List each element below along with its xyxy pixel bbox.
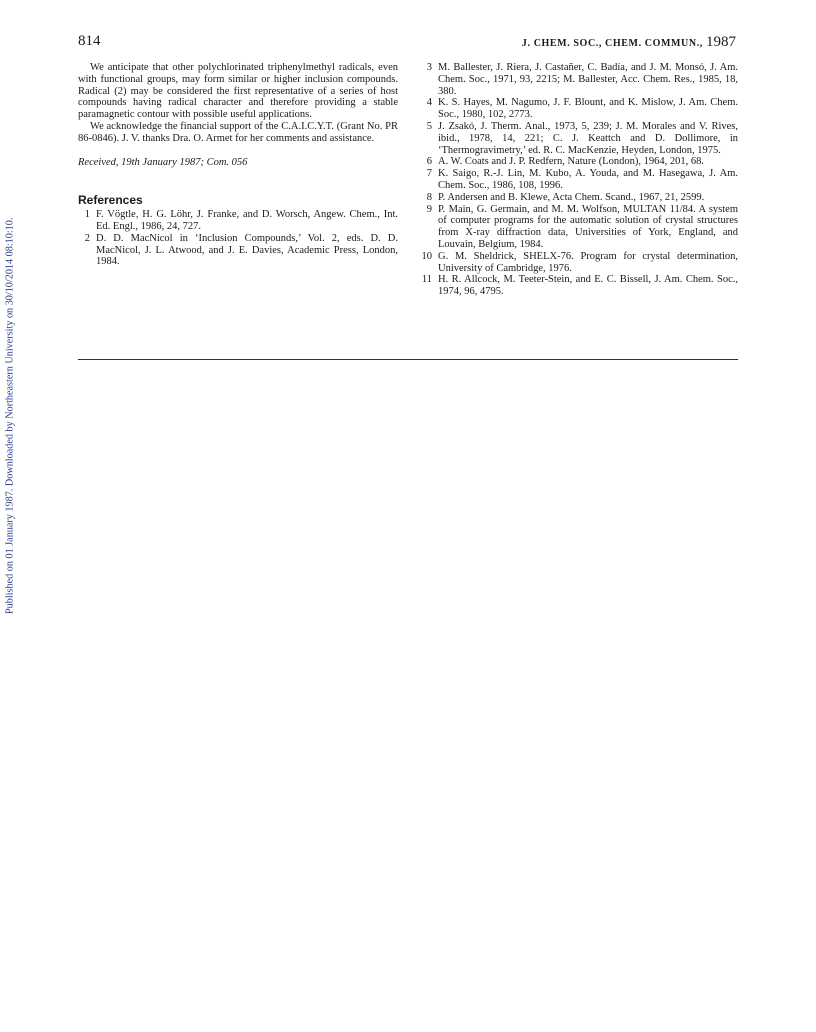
reference-item bbox=[420, 274, 738, 298]
reference-number: 6 bbox=[426, 156, 432, 168]
page-rule bbox=[78, 359, 738, 360]
reference-number: 11 bbox=[421, 274, 432, 286]
reference-number: 4 bbox=[426, 97, 432, 109]
right-column bbox=[420, 62, 738, 298]
reference-number: 5 bbox=[426, 120, 432, 132]
page-number: 814 bbox=[78, 33, 101, 49]
reference-item bbox=[420, 156, 738, 168]
reference-text: F. Vögtle, H. G. Löhr, J. Franke, and D. Worsch, Angew. Chem., Int. Ed. Engl., 1986, 24, 727. bbox=[96, 209, 398, 232]
references-heading: References bbox=[78, 193, 143, 208]
body-paragraph: We acknowledge the financial support of the C.A.I.C.Y.T. (Grant No. PR 86-0846). J. V. thanks Dra. O. Armet for her comments and assistance. bbox=[78, 120, 398, 144]
reference-text: K. S. Hayes, M. Nagumo, J. F. Blount, and K. Mislow, J. Am. Chem. Soc., 1980, 102, 2773. bbox=[438, 97, 738, 121]
journal-name: J. CHEM. SOC., CHEM. COMMUN., bbox=[521, 38, 703, 49]
reference-number: 8 bbox=[426, 191, 432, 203]
reference-text: M. Ballester, J. Riera, J. Castañer, C. Badía, and J. M. Monsó, J. Am. Chem. Soc., 1971, 93, 2215; M. Ballester, Acc. Chem. Res., 1985, 18, 380. bbox=[438, 62, 738, 97]
reference-text: J. Zsakó, J. Therm. Anal., 1973, 5, 239; J. M. Morales and V. Rives, ibid., 1978, 14, 221; C. J. Keattch and D. Dollimore, in ‘Thermogravimetry,’ ed. R. C. MacKenzie, Heyden, London, 1975. bbox=[438, 120, 738, 156]
reference-number: 9 bbox=[426, 203, 432, 215]
journal-header bbox=[522, 34, 736, 51]
download-watermark: Published on 01 January 1987. Downloaded by Northeastern University on 30/10/2014 08:10:10. bbox=[4, 217, 16, 614]
reference-number: 7 bbox=[426, 168, 432, 180]
reference-text: G. M. Sheldrick, SHELX-76. Program for crystal determination, University of Cambridge, 1976. bbox=[438, 250, 738, 274]
reference-item bbox=[420, 62, 738, 97]
left-column bbox=[78, 62, 398, 268]
reference-item bbox=[420, 97, 738, 121]
reference-item bbox=[420, 121, 738, 156]
reference-text: A. W. Coats and J. P. Redfern, Nature (London), 1964, 201, 68. bbox=[438, 156, 704, 168]
reference-item bbox=[420, 192, 738, 204]
reference-number: 1 bbox=[84, 209, 90, 221]
reference-number: 10 bbox=[421, 250, 432, 262]
received-line: Received, 19th January 1987; Com. 056 bbox=[78, 156, 248, 168]
reference-text: D. D. MacNicol in ‘Inclusion Compounds,’ Vol. 2, eds. D. D. MacNicol, J. L. Atwood, and J. E. Davies, Academic Press, London, 1984. bbox=[96, 232, 398, 268]
reference-item bbox=[420, 168, 738, 192]
journal-year: 1987 bbox=[706, 34, 736, 50]
reference-number: 3 bbox=[426, 62, 432, 73]
reference-text: P. Andersen and B. Klewe, Acta Chem. Scand., 1967, 21, 2599. bbox=[438, 191, 705, 203]
reference-number: 2 bbox=[84, 232, 90, 244]
reference-text: H. R. Allcock, M. Teeter-Stein, and E. C. Bissell, J. Am. Chem. Soc., 1974, 96, 4795. bbox=[438, 274, 738, 298]
reference-item bbox=[420, 204, 738, 251]
reference-item bbox=[78, 233, 398, 268]
reference-text: K. Saigo, R.-J. Lin, M. Kubo, A. Youda, and M. Hasegawa, J. Am. Chem. Soc., 1986, 108, 1996. bbox=[438, 168, 738, 191]
reference-item bbox=[78, 209, 398, 233]
reference-item bbox=[420, 251, 738, 275]
body-paragraph: We anticipate that other polychlorinated triphenylmethyl radicals, even with functional groups, may form similar or higher inclusion compounds. Radical (2) may be considered the first representative of a series of host compounds having radical character and therefore providing a stable paramagnetic contour with possible useful applications. bbox=[78, 62, 398, 121]
reference-text: P. Main, G. Germain, and M. M. Wolfson, MULTAN 11/84. A system of computer programs for the automatic solution of crystal structures from X-ray diffraction data, Universities of York, England, and Louvain, Belgium, 1984. bbox=[438, 203, 738, 250]
